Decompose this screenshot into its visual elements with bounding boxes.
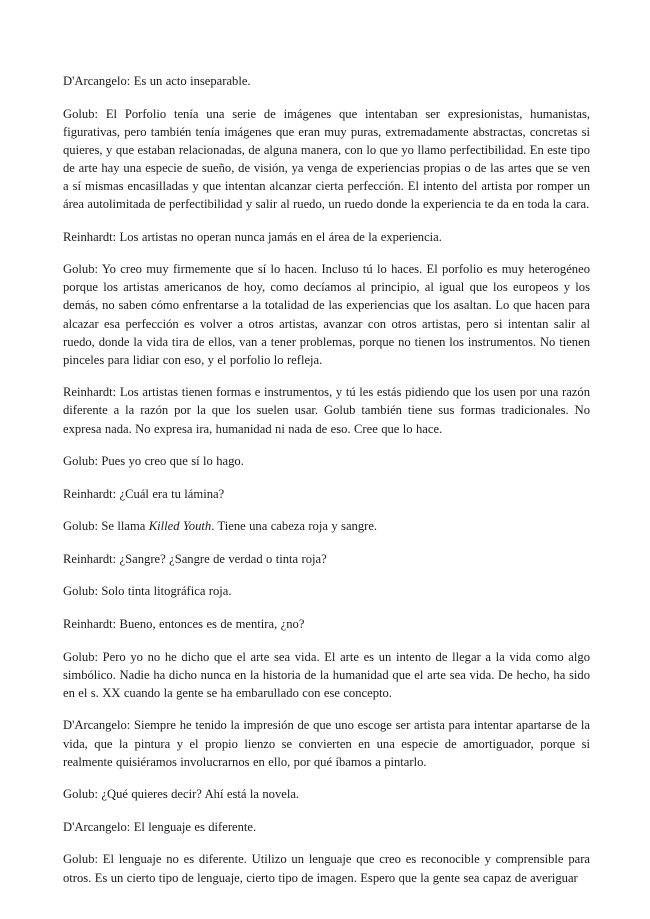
dialogue-paragraph: Reinhardt: Los artistas tienen formas e instrumentos, y tú les estás pidiendo que los usen por una razón diferente a la razón por la que los suelen usar. Golub también tiene sus formas tradicionales. No expresa nada. No expresa ira, humanidad ni nada de eso. Cree que lo hace. xyxy=(63,385,590,436)
dialogue-paragraph: Golub: Solo tinta litográfica roja. xyxy=(63,584,232,599)
dialogue-paragraph: D'Arcangelo: Es un acto inseparable. xyxy=(63,74,251,88)
dialogue-text-lead: Golub: Se llama xyxy=(63,519,149,534)
dialogue-paragraph: Reinhardt: Bueno, entonces es de mentira, ¿no? xyxy=(63,617,305,632)
dialogue-paragraph: Golub: ¿Qué quieres decir? Ahí está la novela. xyxy=(63,787,300,802)
dialogue-paragraph-with-title xyxy=(63,517,590,535)
dialogue-paragraph: Reinhardt: ¿Cuál era tu lámina? xyxy=(63,486,225,501)
dialogue-paragraph: Golub: Yo creo muy firmemente que sí lo hacen. Incluso tú lo haces. El porfolio es muy heterogéneo porque los artistas americanos de hoy, como decíamos al principio, al igual que los europeos y los demás, no saben cómo enfrentarse a la totalidad de las experiencias que los asaltan. Lo que hacen para alcazar esa perfección es volver a otros artistas, avanzar con otros artistas, pero si intentan salir al ruedo, donde la vida tira de ellos, van a tener problemas, porque no tienen los instrumentos. No tienen pinceles para lidiar con eso, y el porfolio lo refleja. xyxy=(63,262,590,367)
dialogue-paragraph: Reinhardt: ¿Sangre? ¿Sangre de verdad o tinta roja? xyxy=(63,551,327,566)
dialogue-paragraph: Golub: El Porfolio tenía una serie de imágenes que intentaban ser expresionistas, humanistas, figurativas, pero también tenía imágenes que eran muy puras, extremadamente abstractas, concretas si quieres, y que estaban relacionadas, de alguna manera, con lo que yo llamo perfectibilidad. En este tipo de arte hay una especie de sueño, de visión, ya venga de experiencias propias o de las artes que se ven a sí mismas encasilladas y que intentan alcanzar cierta perfección. El intento del artista por romper un área autolimitada de perfectibilidad y salir al ruedo, un ruedo donde la experiencia te da en toda la cara. xyxy=(63,106,590,212)
dialogue-text-tail: . Tiene una cabeza roja y sangre. xyxy=(211,519,378,534)
dialogue-paragraph: Golub: Pero yo no he dicho que el arte sea vida. El arte es un intento de llegar a la vida como algo simbólico. Nadie ha dicho nunca en la historia de la humanidad que el arte sea vida. De hecho, ha sido en el s. XX cuando la gente se ha embarullado con ese concepto. xyxy=(63,649,590,700)
text-column xyxy=(63,72,590,887)
dialogue-paragraph: Reinhardt: Los artistas no operan nunca jamás en el área de la experiencia. xyxy=(63,229,442,244)
dialogue-paragraph: Golub: Pues yo creo que sí lo hago. xyxy=(63,454,244,469)
dialogue-paragraph: Golub: El lenguaje no es diferente. Utilizo un lenguaje que creo es reconocible y comprensible para otros. Es un cierto tipo de lenguaje, cierto tipo de imagen. Espero que la gente sea capaz de averiguar xyxy=(63,852,590,885)
dialogue-paragraph: D'Arcangelo: Siempre he tenido la impresión de que uno escoge ser artista para intentar apartarse de la vida, que la pintura y el propio lienzo se convierten en una especie de amortiguador, porque si realmente quisiéramos involucrarnos en ello, por qué íbamos a pintarlo. xyxy=(63,718,590,769)
dialogue-paragraph: D'Arcangelo: El lenguaje es diferente. xyxy=(63,819,257,834)
artwork-title: Killed Youth xyxy=(148,519,212,534)
